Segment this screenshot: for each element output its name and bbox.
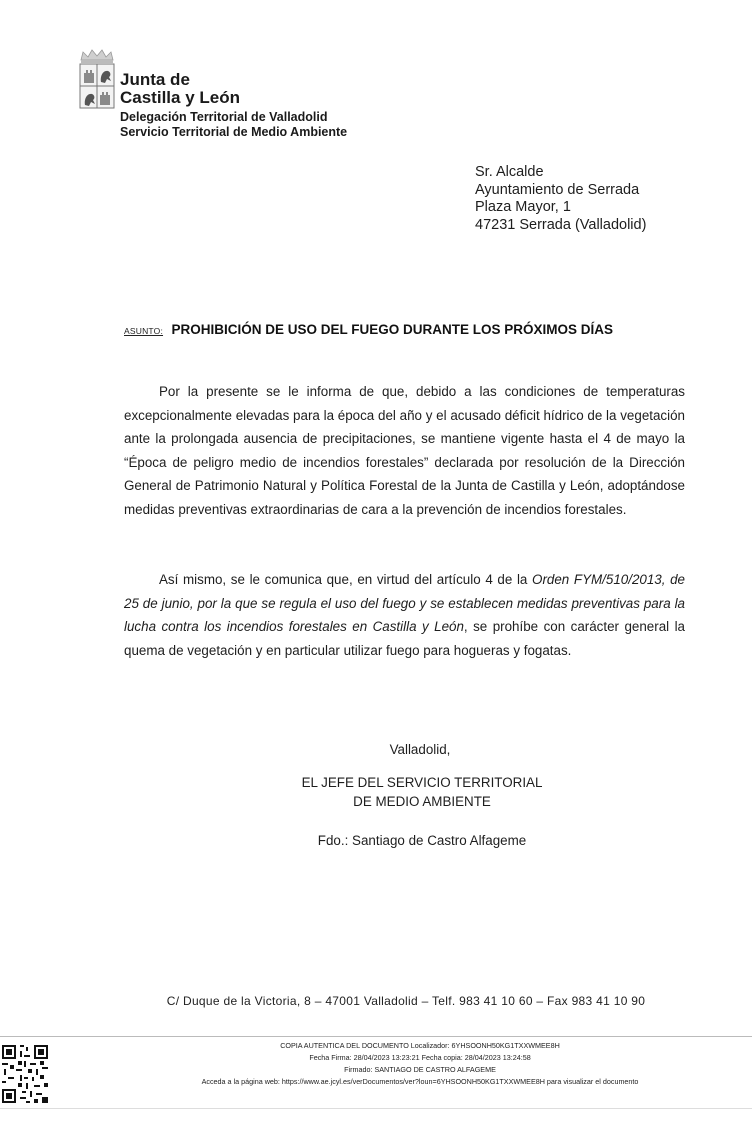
delegation-name: Delegación Territorial de Valladolid bbox=[120, 110, 328, 124]
body-paragraph-2 bbox=[124, 568, 685, 662]
cert-locator: COPIA AUTENTICA DEL DOCUMENTO Localizador: 6YHSOONH50KG1TXXWMEE8H bbox=[280, 1041, 560, 1050]
bottom-divider bbox=[0, 1108, 752, 1109]
body-paragraph-1: Por la presente se le informa de que, debido a las condiciones de temperaturas excepcionalmente elevadas para la época del año y el acusado déficit hídrico de la vegetación ante la prolongada ausencia de precipitaciones, se mantiene vigente hasta el 4 de mayo la “Época de peligro medio de incendios forestales” declarada por resolución de la Dirección General de Patrimonio Natural y Política Forestal de la Junta de Castilla y León, adoptándose medidas preventivas extraordinarias de cara a la prevención de incendios forestales. bbox=[124, 384, 685, 517]
organization-name-line2: Castilla y León bbox=[120, 88, 240, 107]
subject-text: PROHIBICIÓN DE USO DEL FUEGO DURANTE LOS PRÓXIMOS DÍAS bbox=[171, 322, 614, 337]
organization-name bbox=[120, 71, 240, 107]
subject-line bbox=[124, 321, 613, 339]
footer-address: C/ Duque de la Victoria, 8 – 47001 Valladolid – Telf. 983 41 10 60 – Fax 983 41 10 90 bbox=[166, 994, 646, 1008]
organization-name-line1: Junta de bbox=[120, 70, 190, 89]
recipient-line: 47231 Serrada (Valladolid) bbox=[475, 216, 647, 233]
recipient-line: Plaza Mayor, 1 bbox=[475, 199, 571, 215]
signer-title-line1: EL JEFE DEL SERVICIO TERRITORIAL bbox=[301, 775, 543, 790]
cert-signer: Firmado: SANTIAGO DE CASTRO ALFAGEME bbox=[344, 1065, 496, 1074]
signer-name: Fdo.: Santiago de Castro Alfageme bbox=[317, 833, 527, 848]
coat-of-arms-icon bbox=[77, 48, 117, 110]
recipient-address bbox=[475, 164, 646, 234]
authentic-copy-info bbox=[140, 1040, 700, 1088]
regulation-reference: Orden FYM/510/2013, de 25 de junio, por la que se regula el uso del fuego y se establecen medidas preventivas para la lucha contra los incendios forestales en Castilla y León bbox=[124, 572, 685, 635]
recipient-line: Ayuntamiento de Serrada bbox=[475, 181, 640, 198]
cert-dates: Fecha Firma: 28/04/2023 13:23:21 Fecha copia: 28/04/2023 13:24:58 bbox=[309, 1053, 531, 1062]
service-name: Servicio Territorial de Medio Ambiente bbox=[120, 125, 348, 139]
paragraph-2-start: Así mismo, se le comunica que, en virtud del artículo 4 de la bbox=[159, 572, 533, 587]
signature-place: Valladolid, bbox=[389, 742, 451, 757]
cert-verification-url: Acceda a la página web: https://www.ae.jcyl.es/verDocumentos/ver?loun=6YHSOONH50KG1TXXWMEE8H para visualizar el documento bbox=[201, 1077, 639, 1086]
organization-subheading bbox=[120, 110, 347, 140]
signer-title-line2: DE MEDIO AMBIENTE bbox=[353, 794, 491, 809]
qr-code-icon bbox=[0, 1043, 50, 1105]
subject-label: ASUNTO: bbox=[124, 326, 164, 336]
signer-title bbox=[272, 773, 572, 811]
recipient-line: Sr. Alcalde bbox=[475, 164, 544, 180]
footer-divider bbox=[0, 1036, 752, 1037]
paragraph-2-end: , se prohíbe con carácter general la quema de vegetación y en particular utilizar fuego para hogueras y fogatas. bbox=[124, 619, 685, 658]
